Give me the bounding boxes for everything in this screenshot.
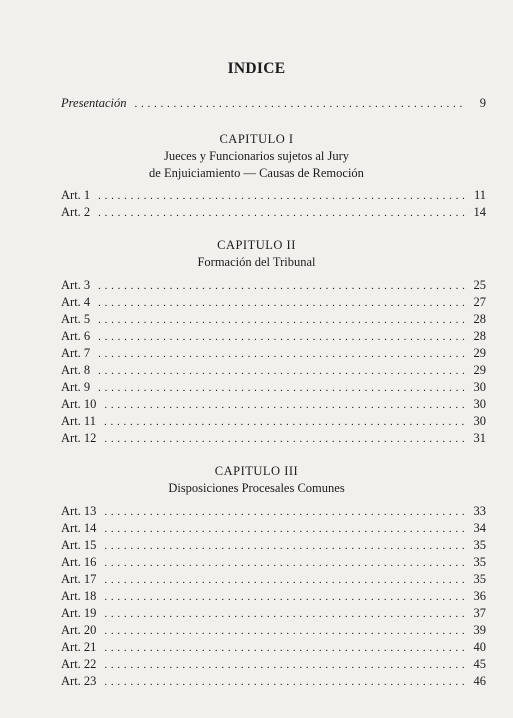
toc-entry-label: Art. 18	[61, 589, 97, 603]
chapter-subtitle: de Enjuiciamiento — Causas de Remoción	[149, 166, 364, 180]
dot-leader	[104, 414, 466, 430]
dot-leader	[98, 295, 466, 311]
toc-entry-page: 36	[473, 589, 486, 603]
toc-entry-label: Art. 7	[61, 346, 91, 360]
toc-entry-label: Art. 10	[61, 397, 97, 411]
toc-entry-page: 14	[473, 205, 486, 219]
dot-leader	[104, 555, 466, 571]
chapter-heading: CAPITULO I	[219, 132, 294, 146]
dot-leader	[104, 397, 466, 413]
toc-entry-label: Art. 21	[61, 640, 97, 654]
toc-entry[interactable]	[61, 294, 486, 310]
dot-leader	[98, 346, 466, 362]
toc-entry-label: Art. 17	[61, 572, 97, 586]
toc-entry[interactable]	[61, 277, 486, 293]
toc-entry-page: 30	[473, 380, 486, 394]
dot-leader	[104, 606, 466, 622]
toc-entry-presentation[interactable]	[61, 95, 486, 111]
toc-entry-page: 45	[473, 657, 486, 671]
toc-entry-page: 9	[479, 96, 486, 110]
toc-entry-label: Art. 4	[61, 295, 91, 309]
dot-leader	[104, 623, 466, 639]
toc-entry-page: 30	[473, 397, 486, 411]
toc-entry-label: Art. 11	[61, 414, 96, 428]
dot-leader	[104, 538, 466, 554]
chapter-heading: CAPITULO III	[214, 464, 299, 478]
chapter-3-header	[0, 463, 513, 497]
toc-entry[interactable]	[61, 537, 486, 553]
dot-leader	[104, 589, 466, 605]
toc-entry-page: 37	[473, 606, 486, 620]
toc-entry-page: 46	[473, 674, 486, 688]
toc-entry-page: 33	[473, 504, 486, 518]
chapter-2-header	[0, 237, 513, 271]
toc-entry-label: Presentación	[61, 96, 127, 110]
chapter-subtitle: Disposiciones Procesales Comunes	[168, 481, 345, 495]
toc-entry[interactable]	[61, 520, 486, 536]
toc-entry[interactable]	[61, 554, 486, 570]
toc-entry-page: 40	[473, 640, 486, 654]
toc-entry-label: Art. 1	[61, 188, 91, 202]
toc-entry-page: 34	[473, 521, 486, 535]
toc-entry-page: 25	[473, 278, 486, 292]
dot-leader	[98, 188, 466, 204]
toc-entry-label: Art. 19	[61, 606, 97, 620]
toc-entry-label: Art. 9	[61, 380, 91, 394]
dot-leader	[98, 278, 466, 294]
toc-entry-page: 39	[473, 623, 486, 637]
toc-entry-label: Art. 14	[61, 521, 97, 535]
toc-entry[interactable]	[61, 656, 486, 672]
toc-entry[interactable]	[61, 430, 486, 446]
toc-entry[interactable]	[61, 328, 486, 344]
chapter-subtitle: Formación del Tribunal	[197, 255, 316, 269]
toc-entry-label: Art. 22	[61, 657, 97, 671]
toc-entry-label: Art. 13	[61, 504, 97, 518]
dot-leader	[98, 380, 466, 396]
toc-entry[interactable]	[61, 588, 486, 604]
toc-entry-page: 27	[473, 295, 486, 309]
toc-entry-label: Art. 16	[61, 555, 97, 569]
toc-entry[interactable]	[61, 622, 486, 638]
dot-leader	[104, 657, 466, 673]
dot-leader	[98, 205, 466, 221]
dot-leader	[104, 504, 466, 520]
toc-entry-page: 31	[473, 431, 486, 445]
toc-entry-label: Art. 8	[61, 363, 91, 377]
toc-entry-page: 28	[473, 312, 486, 326]
toc-entry[interactable]	[61, 503, 486, 519]
dot-leader	[98, 363, 466, 379]
dot-leader	[98, 312, 466, 328]
toc-entry-page: 28	[473, 329, 486, 343]
toc-entry-label: Art. 6	[61, 329, 91, 343]
chapter-1-header	[0, 131, 513, 182]
toc-entry[interactable]	[61, 187, 486, 203]
toc-entry-label: Art. 3	[61, 278, 91, 292]
dot-leader	[98, 329, 466, 345]
toc-entry[interactable]	[61, 673, 486, 689]
toc-entry-label: Art. 20	[61, 623, 97, 637]
toc-entry[interactable]	[61, 605, 486, 621]
toc-entry-page: 35	[473, 538, 486, 552]
toc-entry-page: 35	[473, 572, 486, 586]
toc-entry-label: Art. 15	[61, 538, 97, 552]
dot-leader	[104, 521, 466, 537]
toc-entry-label: Art. 12	[61, 431, 97, 445]
dot-leader	[104, 572, 466, 588]
toc-entry[interactable]	[61, 413, 486, 429]
toc-entry-page: 29	[473, 346, 486, 360]
dot-leader	[104, 431, 466, 447]
toc-entry[interactable]	[61, 345, 486, 361]
toc-entry[interactable]	[61, 571, 486, 587]
toc-entry-page: 29	[473, 363, 486, 377]
dot-leader	[135, 96, 467, 112]
toc-entry-label: Art. 2	[61, 205, 91, 219]
dot-leader	[104, 674, 466, 690]
page-title: INDICE	[227, 60, 286, 77]
toc-entry-page: 35	[473, 555, 486, 569]
toc-entry-page: 11	[473, 188, 486, 202]
toc-entry[interactable]	[61, 379, 486, 395]
toc-entry-page: 30	[473, 414, 486, 428]
toc-entry[interactable]	[61, 396, 486, 412]
toc-entry-label: Art. 23	[61, 674, 97, 688]
toc-entry[interactable]	[61, 362, 486, 378]
chapter-subtitle: Jueces y Funcionarios sujetos al Jury	[163, 149, 350, 163]
chapter-heading: CAPITULO II	[217, 238, 296, 252]
toc-entry[interactable]	[61, 311, 486, 327]
toc-entry[interactable]	[61, 639, 486, 655]
dot-leader	[104, 640, 466, 656]
toc-entry[interactable]	[61, 204, 486, 220]
toc-entry-label: Art. 5	[61, 312, 91, 326]
